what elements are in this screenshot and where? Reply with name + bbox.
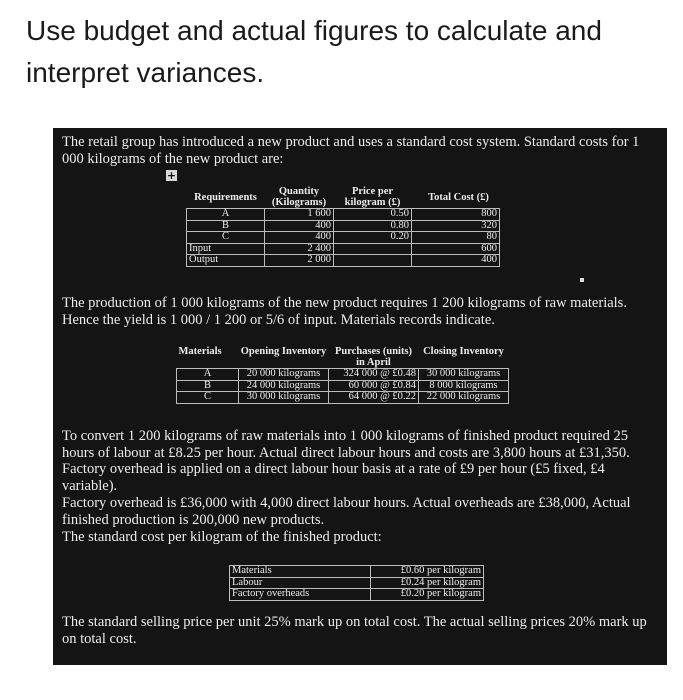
- materials-records-table: [176, 346, 509, 404]
- table-cell: £0.24 per kilogram: [371, 577, 484, 589]
- table2-header: Purchases (units) in April: [334, 346, 413, 368]
- table-cell: C: [187, 232, 265, 244]
- table-cell: Factory overheads: [230, 589, 371, 601]
- table-row: [230, 566, 484, 578]
- overhead-paragraph: Factory overhead is £36,000 with 4,000 direct labour hours. Actual overheads are £38,000, Actual finished production is 200,000 new products.: [62, 495, 631, 528]
- table1-header: Quantity (Kilograms): [271, 186, 327, 208]
- table-cell: 0.50: [334, 209, 412, 221]
- table-row: [177, 369, 509, 381]
- table-cell: B: [177, 380, 239, 392]
- table1-header: Price per kilogram (£): [344, 186, 401, 208]
- table-cell: Materials: [230, 566, 371, 578]
- table1-header: Total Cost (£): [428, 191, 489, 203]
- table-cell: 400: [265, 220, 334, 232]
- table-cell: 20 000 kilograms: [239, 369, 329, 381]
- table-cell: 8 000 kilograms: [419, 380, 509, 392]
- standard-cost-table: [186, 186, 500, 267]
- document-image: [53, 128, 667, 665]
- table-cell: A: [177, 369, 239, 381]
- table-cell: 22 000 kilograms: [419, 392, 509, 404]
- standard-cost-per-kg-table: [229, 565, 484, 601]
- table-cell: B: [187, 220, 265, 232]
- table-cell: A: [187, 209, 265, 221]
- table-cell: [334, 243, 412, 255]
- table-cell: 80: [412, 232, 500, 244]
- table-cell: 320: [412, 220, 500, 232]
- table-cell: 30 000 kilograms: [419, 369, 509, 381]
- standard-cost-paragraph: The standard cost per kilogram of the finished product:: [62, 529, 382, 545]
- table-row: [187, 232, 500, 244]
- table-row: [187, 209, 500, 221]
- table-cell: 400: [412, 255, 500, 267]
- question-title: Use budget and actual figures to calculate and interpret variances.: [26, 15, 602, 88]
- table-cell: Output: [187, 255, 265, 267]
- table-cell: Input: [187, 243, 265, 255]
- table-cell: C: [177, 392, 239, 404]
- table-cell: 60 000 @ £0.84: [329, 380, 419, 392]
- intro-paragraph: The retail group has introduced a new product and uses a standard cost system. Standard costs for 1 000 kilograms of the new product are:: [62, 134, 640, 167]
- table-cell: £0.20 per kilogram: [371, 589, 484, 601]
- table-row: [177, 380, 509, 392]
- table-cell: 0.20: [334, 232, 412, 244]
- table2-header: Opening Inventory: [240, 346, 327, 357]
- table-row: [177, 392, 509, 404]
- table-row: [187, 220, 500, 232]
- table-cell: 800: [412, 209, 500, 221]
- table-cell: 2 400: [265, 243, 334, 255]
- table-row: [230, 589, 484, 601]
- table-cell: 0.80: [334, 220, 412, 232]
- selling-price-paragraph: The standard selling price per unit 25% mark up on total cost. The actual selling prices 20% mark up on total cost.: [62, 614, 647, 647]
- table-cell: £0.60 per kilogram: [371, 566, 484, 578]
- table-cell: 400: [265, 232, 334, 244]
- table2-header: Materials: [178, 346, 222, 357]
- table-row: [187, 255, 500, 267]
- table-cell: Labour: [230, 577, 371, 589]
- selection-handle[interactable]: [580, 278, 584, 282]
- table-cell: 1 600: [265, 209, 334, 221]
- table2-header: Closing Inventory: [423, 346, 504, 357]
- table-cell: 64 000 @ £0.22: [329, 392, 419, 404]
- plus-icon[interactable]: +: [166, 169, 177, 182]
- table1-header: Requirements: [194, 191, 257, 203]
- yield-paragraph: The production of 1 000 kilograms of the new product requires 1 200 kilograms of raw materials. Hence the yield is 1 000 / 1 200 or 5/6 of input. Materials records indicate.: [62, 295, 627, 328]
- table-cell: 30 000 kilograms: [239, 392, 329, 404]
- table-row: [187, 243, 500, 255]
- table-cell: 24 000 kilograms: [239, 380, 329, 392]
- table-row: [230, 577, 484, 589]
- labour-paragraph: To convert 1 200 kilograms of raw materials into 1 000 kilograms of finished product required 25 hours of labour at £8.25 per hour. Actual direct labour hours and costs are 3,800 hours at £31,350. Factory overhead is applied on a direct labour hour basis at a rate of £9 per hour (£5 fixed, £4 variable).: [62, 428, 630, 494]
- table-cell: 324 000 @ £0.48: [329, 369, 419, 381]
- table-cell: 600: [412, 243, 500, 255]
- table-cell: 2 000: [265, 255, 334, 267]
- table-cell: [334, 255, 412, 267]
